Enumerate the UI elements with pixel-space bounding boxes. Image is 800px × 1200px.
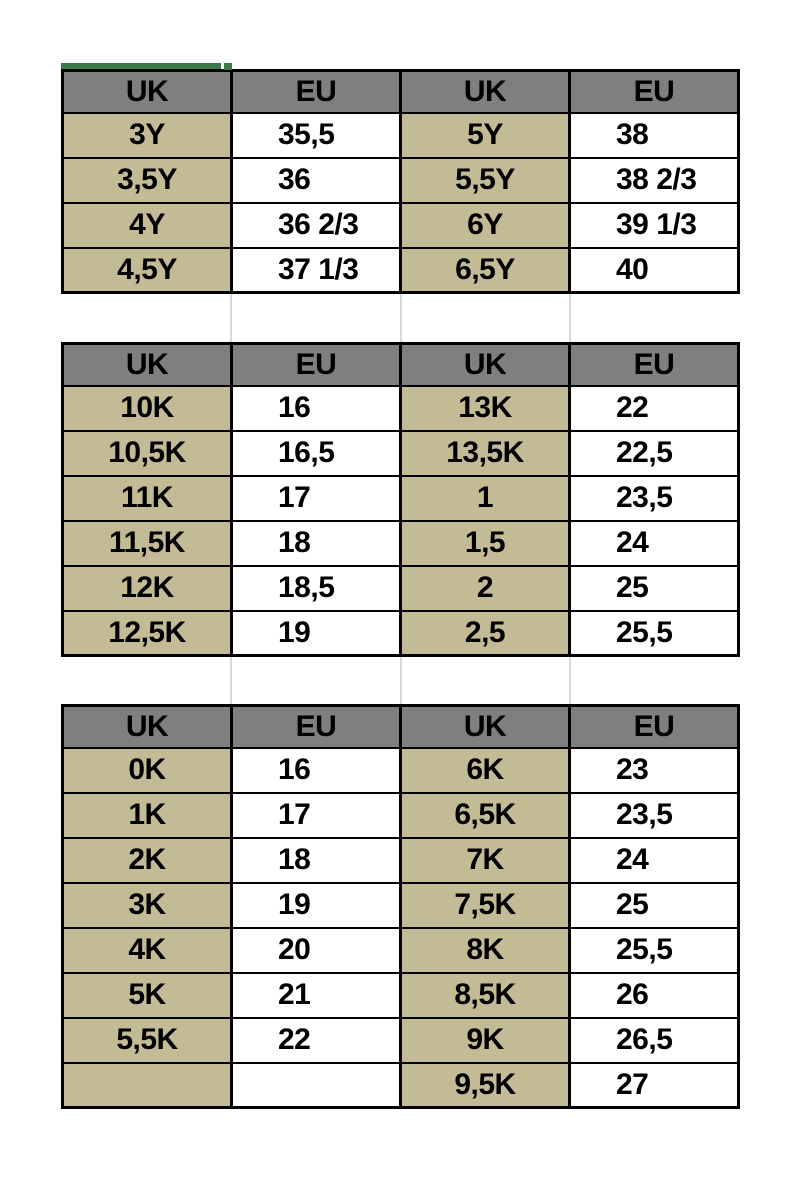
column-header-eu: EU	[232, 706, 401, 748]
eu-size-cell: 36 2/3	[232, 203, 401, 248]
column-header-uk: UK	[63, 706, 232, 748]
spreadsheet-selection-highlight	[61, 63, 231, 69]
eu-size-cell: 22	[570, 386, 739, 431]
uk-size-cell: 7K	[401, 838, 570, 883]
eu-size-cell: 22,5	[570, 431, 739, 476]
eu-size-cell: 27	[570, 1063, 739, 1108]
uk-size-cell: 2K	[63, 838, 232, 883]
uk-size-cell: 1,5	[401, 521, 570, 566]
header-row	[63, 344, 739, 386]
uk-size-cell: 8,5K	[401, 973, 570, 1018]
eu-size-cell: 16,5	[232, 431, 401, 476]
column-header-eu: EU	[570, 71, 739, 113]
column-header-eu: EU	[570, 344, 739, 386]
size-table-kids-large	[61, 342, 740, 657]
column-header-uk: UK	[63, 71, 232, 113]
size-table-youth	[61, 69, 740, 294]
column-gridline	[569, 294, 571, 342]
column-header-eu: EU	[232, 344, 401, 386]
uk-size-cell: 4,5Y	[63, 248, 232, 293]
eu-size-cell: 19	[232, 883, 401, 928]
uk-size-cell: 7,5K	[401, 883, 570, 928]
uk-size-cell: 10K	[63, 386, 232, 431]
eu-size-cell: 23,5	[570, 476, 739, 521]
uk-size-cell: 0K	[63, 748, 232, 793]
eu-size-cell: 17	[232, 793, 401, 838]
table-row	[63, 203, 739, 248]
eu-size-cell: 16	[232, 748, 401, 793]
uk-size-cell: 5,5K	[63, 1018, 232, 1063]
eu-size-cell: 35,5	[232, 113, 401, 158]
eu-size-cell: 23	[570, 748, 739, 793]
column-header-uk: UK	[401, 71, 570, 113]
eu-size-cell: 17	[232, 476, 401, 521]
uk-size-cell: 5,5Y	[401, 158, 570, 203]
uk-size-cell: 6K	[401, 748, 570, 793]
eu-size-cell: 25	[570, 566, 739, 611]
column-gridline	[400, 294, 402, 342]
eu-size-cell: 21	[232, 973, 401, 1018]
uk-size-cell: 11K	[63, 476, 232, 521]
uk-size-cell: 5Y	[401, 113, 570, 158]
eu-size-cell: 40	[570, 248, 739, 293]
table-gap	[61, 657, 740, 704]
eu-size-cell: 25	[570, 883, 739, 928]
header-row	[63, 706, 739, 748]
table-row	[63, 476, 739, 521]
eu-size-cell: 39 1/3	[570, 203, 739, 248]
eu-size-cell: 26,5	[570, 1018, 739, 1063]
uk-size-cell: 3Y	[63, 113, 232, 158]
header-row	[63, 71, 739, 113]
table-row	[63, 158, 739, 203]
eu-size-cell: 38 2/3	[570, 158, 739, 203]
table-row	[63, 1063, 739, 1108]
uk-size-cell	[63, 1063, 232, 1108]
table-row	[63, 793, 739, 838]
table-row	[63, 566, 739, 611]
uk-size-cell: 11,5K	[63, 521, 232, 566]
column-header-uk: UK	[401, 344, 570, 386]
column-header-eu: EU	[232, 71, 401, 113]
table-row	[63, 248, 739, 293]
size-conversion-sheet	[61, 63, 740, 1109]
uk-size-cell: 10,5K	[63, 431, 232, 476]
eu-size-cell: 36	[232, 158, 401, 203]
column-header-eu: EU	[570, 706, 739, 748]
eu-size-cell: 22	[232, 1018, 401, 1063]
eu-size-cell: 24	[570, 838, 739, 883]
eu-size-cell: 23,5	[570, 793, 739, 838]
uk-size-cell: 2,5	[401, 611, 570, 656]
table-row	[63, 386, 739, 431]
uk-size-cell: 12,5K	[63, 611, 232, 656]
eu-size-cell: 26	[570, 973, 739, 1018]
table-row	[63, 748, 739, 793]
uk-size-cell: 13,5K	[401, 431, 570, 476]
uk-size-cell: 13K	[401, 386, 570, 431]
table-row	[63, 883, 739, 928]
table-row	[63, 431, 739, 476]
selection-handle	[224, 63, 232, 70]
uk-size-cell: 4Y	[63, 203, 232, 248]
eu-size-cell: 18,5	[232, 566, 401, 611]
selection-bar	[61, 63, 221, 69]
uk-size-cell: 3,5Y	[63, 158, 232, 203]
eu-size-cell: 20	[232, 928, 401, 973]
uk-size-cell: 3K	[63, 883, 232, 928]
uk-size-cell: 2	[401, 566, 570, 611]
eu-size-cell: 18	[232, 838, 401, 883]
table-row	[63, 838, 739, 883]
eu-size-cell: 25,5	[570, 611, 739, 656]
size-table-kids-small	[61, 704, 740, 1109]
column-gridline	[230, 294, 232, 342]
eu-size-cell: 38	[570, 113, 739, 158]
eu-size-cell: 24	[570, 521, 739, 566]
uk-size-cell: 1K	[63, 793, 232, 838]
eu-size-cell: 18	[232, 521, 401, 566]
table-row	[63, 928, 739, 973]
uk-size-cell: 6Y	[401, 203, 570, 248]
eu-size-cell: 19	[232, 611, 401, 656]
table-row	[63, 113, 739, 158]
table-gap	[61, 294, 740, 342]
eu-size-cell: 25,5	[570, 928, 739, 973]
uk-size-cell: 6,5Y	[401, 248, 570, 293]
uk-size-cell: 9,5K	[401, 1063, 570, 1108]
column-gridline	[569, 657, 571, 704]
uk-size-cell: 12K	[63, 566, 232, 611]
table-row	[63, 1018, 739, 1063]
uk-size-cell: 9K	[401, 1018, 570, 1063]
uk-size-cell: 6,5K	[401, 793, 570, 838]
eu-size-cell	[232, 1063, 401, 1108]
uk-size-cell: 1	[401, 476, 570, 521]
table-row	[63, 973, 739, 1018]
eu-size-cell: 37 1/3	[232, 248, 401, 293]
column-gridline	[230, 657, 232, 704]
column-gridline	[400, 657, 402, 704]
uk-size-cell: 8K	[401, 928, 570, 973]
table-row	[63, 521, 739, 566]
eu-size-cell: 16	[232, 386, 401, 431]
uk-size-cell: 4K	[63, 928, 232, 973]
uk-size-cell: 5K	[63, 973, 232, 1018]
column-header-uk: UK	[63, 344, 232, 386]
column-header-uk: UK	[401, 706, 570, 748]
table-row	[63, 611, 739, 656]
